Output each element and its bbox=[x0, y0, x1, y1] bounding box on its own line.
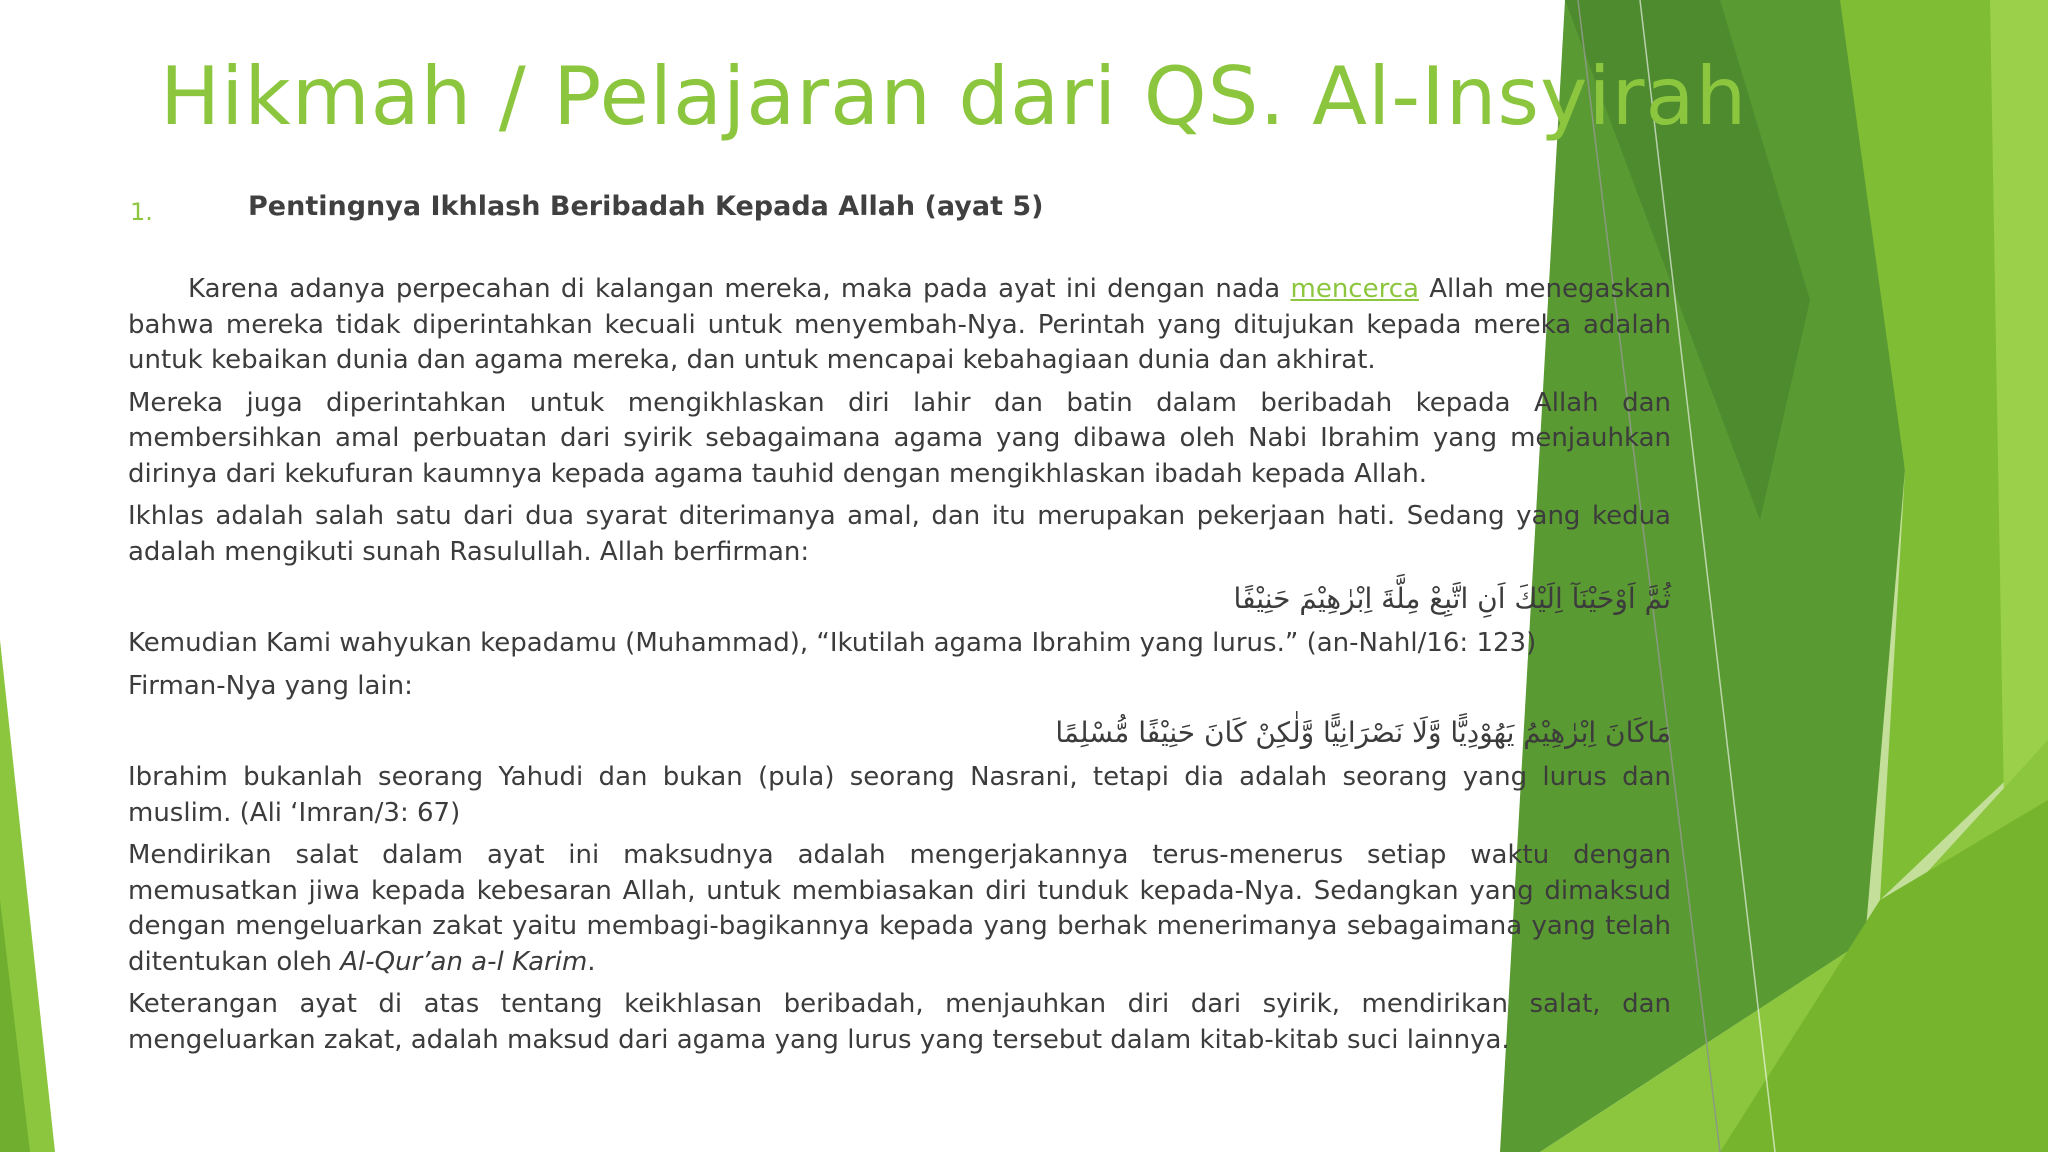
paragraph-7-text-end: . bbox=[587, 946, 596, 977]
paragraph-1 bbox=[128, 272, 1671, 379]
paragraph-7 bbox=[128, 838, 1671, 980]
paragraph-8: Keterangan ayat di atas tentang keikhlasan beribadah, menjauhkan diri dari syirik, mendirikan salat, dan mengeluarkan zakat, adalah maksud dari agama yang lurus yang tersebut dalam kitab-kitab suci lainnya. bbox=[128, 989, 1671, 1055]
paragraph-4-translation: Kemudian Kami wahyukan kepadamu (Muhammad), “Ikutilah agama Ibrahim yang lurus.” (an-Nahl/16: 123) bbox=[128, 628, 1537, 658]
arabic-verse-ali-imran: مَاكَانَ اِبْرٰهِيْمُ يَهُوْدِيًّا وَّلَا نَصْرَانِيًّا وَّلٰكِنْ كَانَ حَنِيْفًا مُّسْلِمًا bbox=[1055, 716, 1671, 749]
list-heading: Pentingnya Ikhlash Beribadah Kepada Allah (ayat 5) bbox=[248, 191, 1044, 222]
paragraph-3: Ikhlas adalah salah satu dari dua syarat diterimanya amal, dan itu merupakan pekerjaan hati. Sedang yang kedua adalah mengikuti sunah Rasulullah. Allah berfirman: bbox=[128, 501, 1671, 567]
paragraph-1-text-end: Allah menegaskan bahwa mereka tidak diperintahkan kecuali untuk menyembah-Nya. Perintah yang ditujukan kepada mereka adalah untuk kebaikan dunia dan agama mereka, dan untuk mencapai kebahagiaan dunia dan akhirat. bbox=[128, 274, 1671, 375]
slide-title: Hikmah / Pelajaran dari QS. Al-Insyirah bbox=[160, 50, 1748, 143]
arabic-verse-an-nahl: ثُمَّ اَوْحَيْنَآ اِلَيْكَ اَنِ اتَّبِعْ مِلَّةَ اِبْرٰهِيْمَ حَنِيْفًا bbox=[1233, 582, 1671, 615]
mencerca-link[interactable]: mencerca bbox=[1290, 274, 1419, 304]
paragraph-2: Mereka juga diperintahkan untuk mengikhlaskan diri lahir dan batin dalam beribadah kepada Allah dan membersihkan amal perbuatan dari syirik sebagaimana agama yang dibawa oleh Nabi Ibrahim yang menjauhkan dirinya dari kekufuran kaumnya kepada agama tauhid dengan mengikhlaskan ibadah kepada Allah. bbox=[128, 387, 1671, 489]
paragraph-1-text-start: Karena adanya perpecahan di kalangan mereka, maka pada ayat ini dengan nada bbox=[188, 274, 1291, 304]
paragraph-6-translation: Ibrahim bukanlah seorang Yahudi dan bukan (pula) seorang Nasrani, tetapi dia adalah seorang yang lurus dan muslim. (Ali ‘Imran/3: 67) bbox=[128, 762, 1671, 828]
paragraph-5: Firman-Nya yang lain: bbox=[128, 670, 413, 701]
body-text bbox=[128, 272, 1671, 1065]
list-number: 1. bbox=[130, 198, 153, 226]
quran-italic-text: Al-Qur’an a-l Karim bbox=[340, 946, 588, 977]
paragraph-7-text-start: Mendirikan salat dalam ayat ini maksudnya adalah mengerjakannya terus-menerus setiap waktu dengan memusatkan jiwa kepada kebesaran Allah, untuk membiasakan diri tunduk kepada-Nya. Sedangkan yang dimaksud dengan mengeluarkan zakat yaitu membagi-bagikannya kepada yang berhak menerimanya sebagaimana yang telah ditentukan oleh bbox=[128, 840, 1671, 977]
